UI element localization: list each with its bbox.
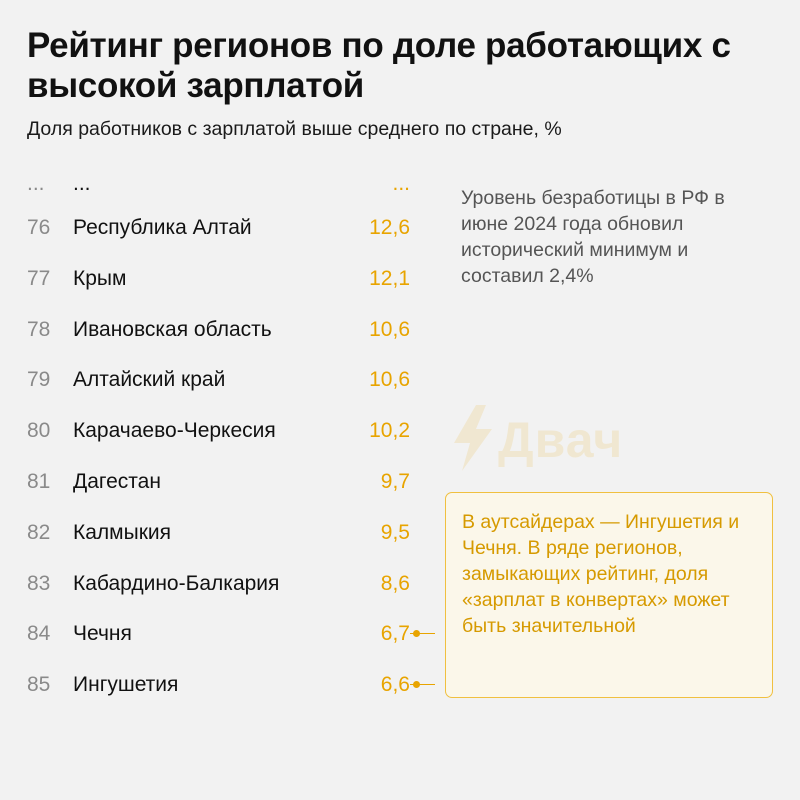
table-row [0, 318, 420, 348]
rank-label: 80 [27, 419, 51, 443]
region-label: Крым [73, 266, 127, 290]
ellipsis-rank: ... [27, 172, 45, 195]
rank-label: 85 [27, 673, 51, 697]
rank-label: 82 [27, 520, 51, 544]
ellipsis-row [0, 172, 420, 202]
value-label: 6,7 [380, 622, 410, 646]
callout-box [445, 492, 773, 698]
rank-label: 84 [27, 622, 51, 646]
chart-title: Рейтинг регионов по доле работающих с высокой зарплатой [27, 26, 731, 105]
value-label: 6,6 [380, 673, 410, 697]
value-label: 10,6 [369, 368, 410, 392]
table-row [0, 368, 420, 398]
ellipsis-value: ... [392, 172, 410, 195]
table-row [0, 419, 420, 449]
region-label: Калмыкия [73, 520, 171, 544]
table-row [0, 673, 420, 703]
region-label: Ивановская область [73, 317, 272, 341]
rank-label: 81 [27, 470, 51, 493]
value-label: 12,6 [369, 216, 410, 239]
table-row [0, 470, 420, 500]
value-label: 8,6 [380, 571, 410, 595]
value-label: 12,1 [369, 266, 410, 290]
unemployment-note: Уровень безработицы в РФ в июне 2024 года обновил исторический минимум и составил 2,4% [461, 187, 725, 287]
logo-text: Двач [498, 412, 624, 468]
rank-label: 78 [27, 317, 51, 341]
ellipsis-region: ... [73, 172, 91, 195]
region-label: Республика Алтай [73, 216, 252, 239]
table-row [0, 267, 420, 297]
table-row [0, 216, 420, 246]
rank-label: 79 [27, 368, 51, 392]
region-label: Алтайский край [73, 368, 226, 392]
region-label: Кабардино-Балкария [73, 571, 280, 595]
table-row [0, 521, 420, 551]
callout-text: В аутсайдерах — Ингушетия и Чечня. В ряде регионов, замыкающих рейтинг, доля «зарплат в конвертах» может быть значительной [462, 511, 740, 637]
region-label: Чечня [73, 622, 132, 646]
table-row [0, 572, 420, 602]
highlight-dot [413, 681, 420, 688]
table-row [0, 622, 420, 652]
highlight-dot [413, 630, 420, 637]
region-label: Карачаево-Черкесия [73, 419, 276, 443]
rank-label: 77 [27, 266, 51, 290]
rank-label: 76 [27, 216, 51, 239]
watermark-logo [448, 403, 668, 473]
region-label: Дагестан [73, 470, 161, 493]
rank-label: 83 [27, 571, 51, 595]
value-label: 10,6 [369, 317, 410, 341]
value-label: 9,7 [380, 470, 410, 493]
value-label: 10,2 [369, 419, 410, 443]
value-label: 9,5 [380, 520, 410, 544]
chart-subtitle: Доля работников с зарплатой выше среднего по стране, % [27, 118, 562, 140]
region-label: Ингушетия [73, 673, 179, 697]
lightning-icon [448, 403, 498, 473]
